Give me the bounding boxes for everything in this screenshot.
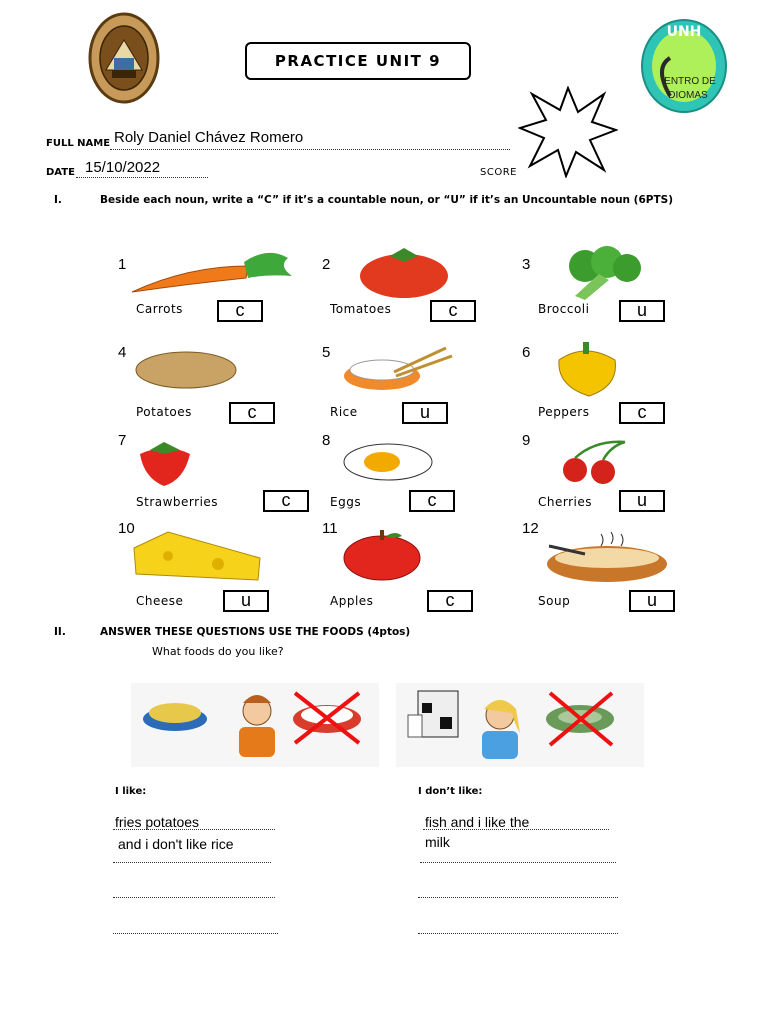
answer-box[interactable]: u <box>629 590 675 612</box>
page-title: PRACTICE UNIT 9 <box>245 42 471 80</box>
food-name: Apples <box>330 594 374 608</box>
date-label: DATE <box>46 167 75 178</box>
item-number: 2 <box>322 256 331 273</box>
item-number: 5 <box>322 344 331 361</box>
dislike-line-2 <box>420 862 616 863</box>
language-center-logo <box>640 18 728 114</box>
food-picture <box>128 244 298 309</box>
item-number: 3 <box>522 256 531 273</box>
answer-box[interactable]: c <box>619 402 665 424</box>
like-line-2 <box>113 862 271 863</box>
like-line-4 <box>113 933 278 934</box>
dislike-line-4 <box>418 933 618 934</box>
score-label: SCORE <box>480 167 517 178</box>
food-name: Carrots <box>136 302 183 316</box>
section2-instruction: ANSWER THESE QUESTIONS USE THE FOODS (4ptos) <box>100 626 411 638</box>
item-number: 7 <box>118 432 127 449</box>
section1-roman: I. <box>54 194 62 206</box>
dislike-answer-1: fish and i like the <box>425 814 530 830</box>
logo-top-text: UNH <box>666 24 702 40</box>
item-number: 8 <box>322 432 331 449</box>
item-number: 1 <box>118 256 127 273</box>
food-name: Strawberries <box>136 495 219 509</box>
food-picture <box>545 338 625 403</box>
score-star-burst <box>518 86 618 178</box>
food-name: Eggs <box>330 495 362 509</box>
section2-roman: II. <box>54 626 66 638</box>
food-name: Broccoli <box>538 302 590 316</box>
food-name: Soup <box>538 594 571 608</box>
dislikes-picture-panel <box>396 683 644 767</box>
answer-box[interactable]: c <box>217 300 263 322</box>
like-line-3 <box>113 897 275 898</box>
section2-question: What foods do you like? <box>152 645 284 658</box>
dislike-label: I don’t like: <box>418 786 483 797</box>
food-picture <box>340 338 460 403</box>
answer-box[interactable]: u <box>619 300 665 322</box>
food-name: Potatoes <box>136 405 192 419</box>
item-number: 9 <box>522 432 531 449</box>
like-answer-2: and i don't like rice <box>118 836 234 852</box>
item-number: 4 <box>118 344 127 361</box>
logo-line2-text: DIOMAS <box>668 90 708 101</box>
answer-box[interactable]: c <box>427 590 473 612</box>
food-picture <box>545 436 645 491</box>
logo-line1-text: ENTRO DE <box>664 76 716 87</box>
food-picture <box>340 436 440 491</box>
answer-box[interactable]: c <box>263 490 309 512</box>
food-picture <box>545 528 675 593</box>
food-picture <box>128 528 278 589</box>
dislike-answer-2: milk <box>425 834 450 850</box>
answer-box[interactable]: c <box>430 300 476 322</box>
full-name-label: FULL NAME <box>46 138 111 149</box>
section1-instruction: Beside each noun, write a “C” if it’s a countable noun, or “U” if it’s an Uncountable noun (6PTS) <box>100 194 674 206</box>
answer-box[interactable]: u <box>223 590 269 612</box>
food-name: Cheese <box>136 594 184 608</box>
food-picture <box>128 338 248 403</box>
food-name: Rice <box>330 405 358 419</box>
food-name: Cherries <box>538 495 592 509</box>
answer-box[interactable]: c <box>409 490 455 512</box>
food-name: Peppers <box>538 405 590 419</box>
item-number: 12 <box>522 520 539 537</box>
food-picture <box>128 436 208 491</box>
food-picture <box>340 528 440 589</box>
like-label: I like: <box>115 786 147 797</box>
item-number: 6 <box>522 344 531 361</box>
likes-picture-panel <box>131 683 379 767</box>
answer-box[interactable]: u <box>619 490 665 512</box>
answer-box[interactable]: c <box>229 402 275 424</box>
item-number: 11 <box>322 520 338 537</box>
food-name: Tomatoes <box>330 302 392 316</box>
dislike-line-3 <box>418 897 618 898</box>
date-value: 15/10/2022 <box>85 159 161 176</box>
university-seal-logo <box>88 12 160 104</box>
like-answer-1: fries potatoes <box>115 814 200 830</box>
full-name-value: Roly Daniel Chávez Romero <box>114 129 304 146</box>
answer-box[interactable]: u <box>402 402 448 424</box>
item-number: 10 <box>118 520 135 537</box>
